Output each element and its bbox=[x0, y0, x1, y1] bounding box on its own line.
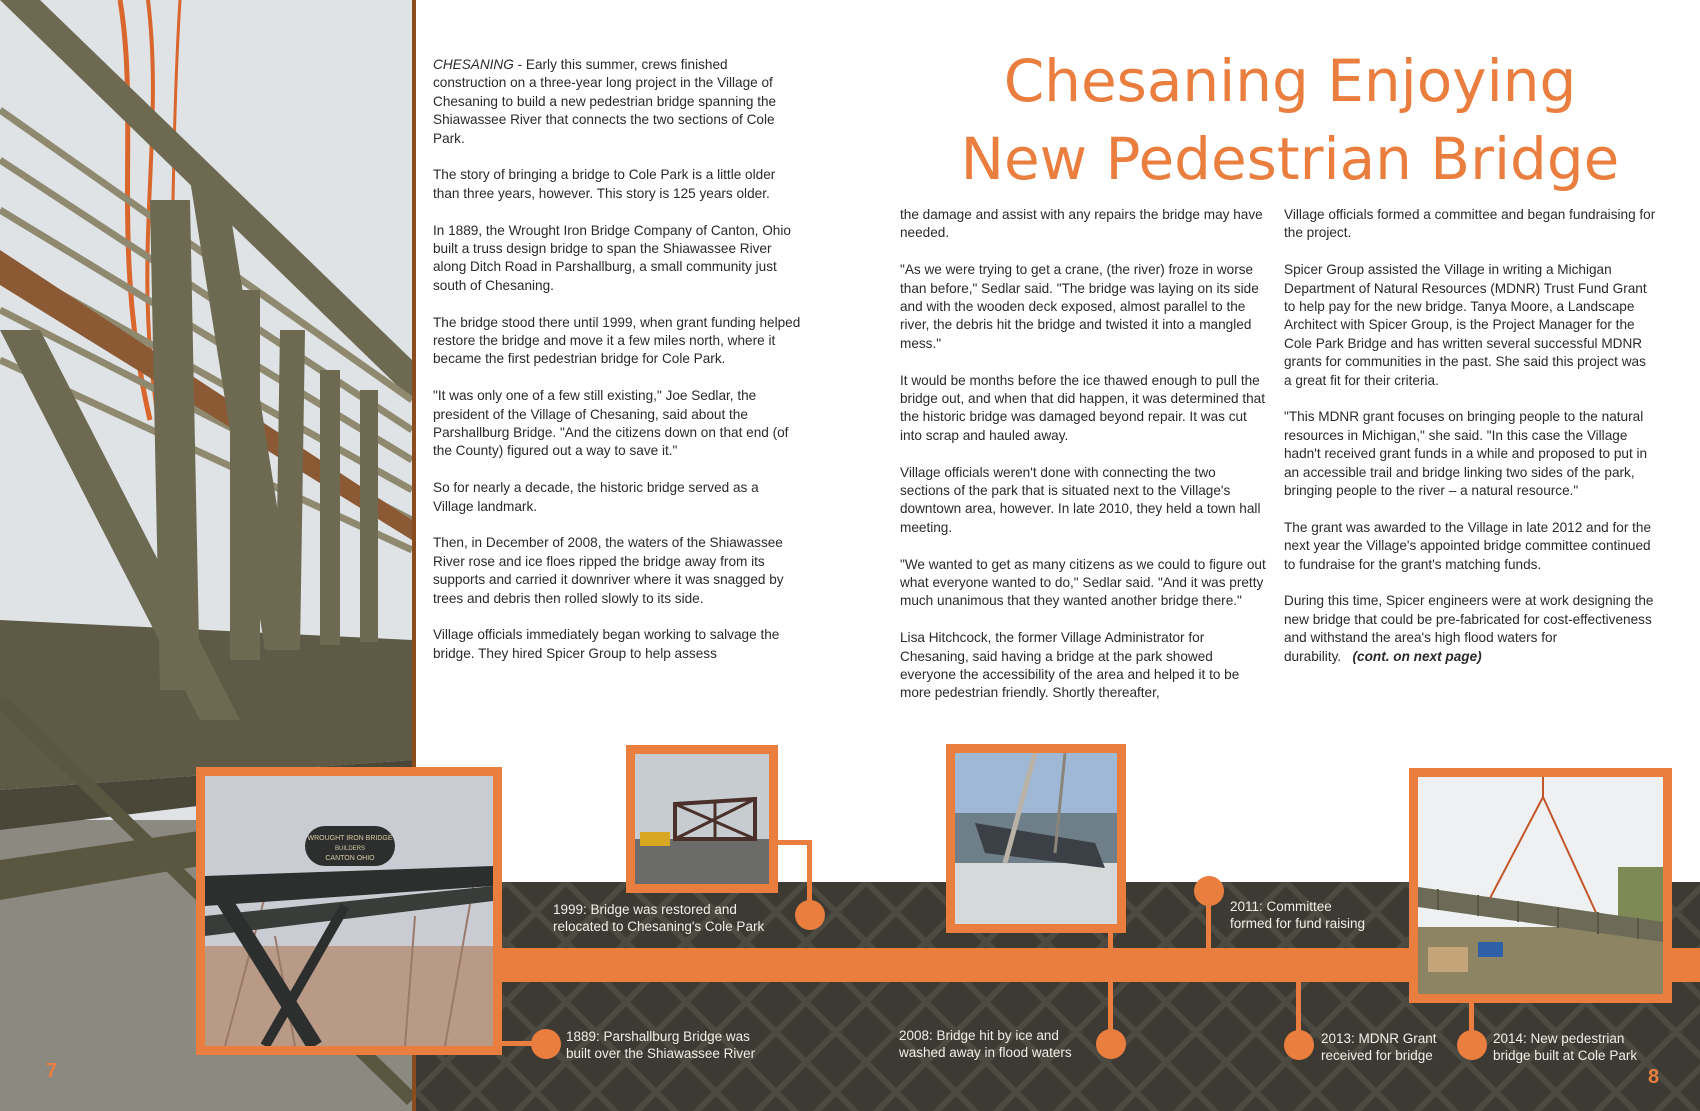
label-line: bridge built at Cole Park bbox=[1493, 1048, 1638, 1063]
timeline-connector bbox=[1296, 980, 1301, 1035]
paragraph: The grant was awarded to the Village in late 2012 and for the next year the Village's appointed bridge committee continued to fundraise for the grant's matching funds. bbox=[1284, 519, 1652, 572]
paragraph: The bridge stood there until 1999, when grant funding helped restore the bridge and move it a few miles north, where it became the first pedestrian bridge for Cole Park. bbox=[433, 314, 801, 367]
title-line-1: Chesaning Enjoying bbox=[1003, 47, 1577, 115]
paragraph: Village officials formed a committee and began fundraising for the project. bbox=[1284, 207, 1656, 241]
timeline-label-2014 bbox=[1493, 1030, 1637, 1064]
flooded-bridge-illustration bbox=[955, 753, 1117, 924]
label-line: formed for fund raising bbox=[1230, 916, 1366, 931]
paragraph: Village officials immediately began working to salvage the bridge. They hired Spicer Group to help assess bbox=[433, 627, 780, 661]
paragraph: Lisa Hitchcock, the former Village Administrator for Chesaning, said having a bridge at the park showed everyone the accessibility of the area and helped it to be more pedestrian friendly. Shortly thereafter, bbox=[900, 630, 1240, 701]
timeline-connector bbox=[1206, 900, 1211, 950]
timeline-label-2011 bbox=[1230, 898, 1365, 932]
page-number-right: 8 bbox=[1648, 1066, 1660, 1088]
paragraph: the damage and assist with any repairs the bridge may have needed. bbox=[900, 207, 1263, 241]
timeline-connector bbox=[807, 840, 812, 905]
label-line: washed away in flood waters bbox=[899, 1045, 1072, 1060]
photo-2008-flood bbox=[946, 744, 1126, 933]
timeline-label-2013 bbox=[1321, 1030, 1437, 1064]
label-line: 1999: Bridge was restored and bbox=[553, 902, 737, 917]
label-line: 2013: MDNR Grant bbox=[1321, 1031, 1437, 1046]
title-line-2: New Pedestrian Bridge bbox=[960, 125, 1620, 193]
label-line: received for bridge bbox=[1321, 1048, 1433, 1063]
paragraph: "It was only one of a few still existing," Joe Sedlar, the president of the Village of Chesaning, said about the Parshallburg Bridge. "And the citizens down on that end (of the County) figured out a way to save it." bbox=[433, 388, 789, 459]
truss-bridge-illustration bbox=[635, 754, 769, 884]
paragraph: "This MDNR grant focuses on bringing people to the natural resources in Michigan," she said. "In this case the Village hadn't received grant funds in a while and proposed to put in an accessible trail and bridge linking two sides of the park, bringing people to the river – a natural resource." bbox=[1284, 409, 1648, 499]
timeline-dot-2013 bbox=[1284, 1030, 1314, 1060]
article-column-1 bbox=[433, 56, 803, 682]
page-number-left: 7 bbox=[46, 1060, 58, 1082]
photo-1889-bridge bbox=[196, 767, 502, 1055]
paragraph-text: - Early this summer, crews finished construction on a three-year long project in the Village of Chesaning to build a new pedestrian bridge spanning the Shiawassee River that connects the two sections of Cole Park. bbox=[433, 57, 777, 146]
dateline: CHESANING bbox=[433, 57, 514, 72]
timeline-dot-2008 bbox=[1096, 1029, 1126, 1059]
article-column-2 bbox=[900, 206, 1268, 721]
article-title bbox=[900, 42, 1680, 198]
timeline-label-2008 bbox=[899, 1027, 1072, 1061]
paragraph: It would be months before the ice thawed enough to pull the bridge out, and when that did happen, it was determined that the historic bridge was damaged beyond repair. It was cut into scrap and hauled away. bbox=[900, 372, 1266, 443]
sign-line-2: BUILDERS bbox=[334, 846, 366, 852]
label-line: built over the Shiawassee River bbox=[566, 1046, 756, 1061]
paragraph: Spicer Group assisted the Village in writing a Michigan Department of Natural Resources (MDNR) Trust Fund Grant to help pay for the new bridge. Tanya Moore, a Landscape Architect with Spicer Group, is the Project Manager for the Cole Park Bridge and has written several successful MDNR grants for communities in the past. She said this project was a great fit for their criteria. bbox=[1284, 262, 1647, 388]
label-line: 1889: Parshallburg Bridge was bbox=[566, 1029, 750, 1044]
photo-1999-restored-bridge bbox=[626, 745, 778, 893]
paragraph: "As we were trying to get a crane, (the river) froze in worse than before," Sedlar said. "The bridge was laying on its side and with the wooden deck exposed, almost parallel to the river, the debris hit the bridge and twisted it into a mangled mess." bbox=[900, 262, 1259, 351]
paragraph: Village officials weren't done with connecting the two sections of the park that is situated next to the Village's downtown area, however. In late 2010, they held a town hall meeting. bbox=[900, 464, 1261, 535]
sign-line-3: CANTON OHIO bbox=[325, 855, 375, 862]
timeline-dot-1889 bbox=[531, 1029, 561, 1059]
timeline-label-1889 bbox=[566, 1028, 755, 1062]
continued-note: (cont. on next page) bbox=[1352, 648, 1482, 664]
paragraph-text: During this time, Spicer engineers were at work designing the new bridge that could be pre-fabricated for cost-effectiveness and withstand the area's high flood waters for durability. bbox=[1284, 593, 1654, 664]
article-column-3 bbox=[1284, 206, 1656, 684]
timeline-connector bbox=[1108, 933, 1113, 1033]
timeline-dot-2014 bbox=[1457, 1030, 1487, 1060]
paragraph: "We wanted to get as many citizens as we could to figure out what everyone wanted to do," Sedlar said. "And it was pretty much unanimous that they wanted another bridge there." bbox=[900, 556, 1266, 609]
paragraph: In 1889, the Wrought Iron Bridge Company of Canton, Ohio built a truss design bridge to span the Shiawassee River along Ditch Road in Parshallburg, a small community just south of Chesaning. bbox=[433, 222, 791, 293]
paragraph bbox=[433, 56, 803, 148]
paragraph: Then, in December of 2008, the waters of the Shiawassee River rose and ice floes ripped the bridge away from its supports and carried it downriver where it was snagged by trees and debris then rolled slowly to its side. bbox=[433, 535, 784, 606]
label-line: 2008: Bridge hit by ice and bbox=[899, 1028, 1059, 1043]
label-line: 2011: Committee bbox=[1230, 899, 1332, 914]
timeline-label-1999 bbox=[553, 901, 764, 935]
paragraph: The story of bringing a bridge to Cole Park is a little older than three years, however. This story is 125 years older. bbox=[433, 167, 776, 201]
label-line: 2014: New pedestrian bbox=[1493, 1031, 1625, 1046]
paragraph: So for nearly a decade, the historic bridge served as a Village landmark. bbox=[433, 480, 759, 514]
photo-2014-new-bridge bbox=[1409, 768, 1672, 1003]
sign-line-1: WROUGHT IRON BRIDGE bbox=[307, 835, 393, 842]
label-line: relocated to Chesaning's Cole Park bbox=[553, 919, 765, 934]
timeline-dot-1999 bbox=[795, 900, 825, 930]
new-bridge-illustration bbox=[1418, 777, 1663, 994]
iron-bridge-illustration bbox=[205, 776, 493, 1046]
paragraph bbox=[1284, 592, 1656, 666]
